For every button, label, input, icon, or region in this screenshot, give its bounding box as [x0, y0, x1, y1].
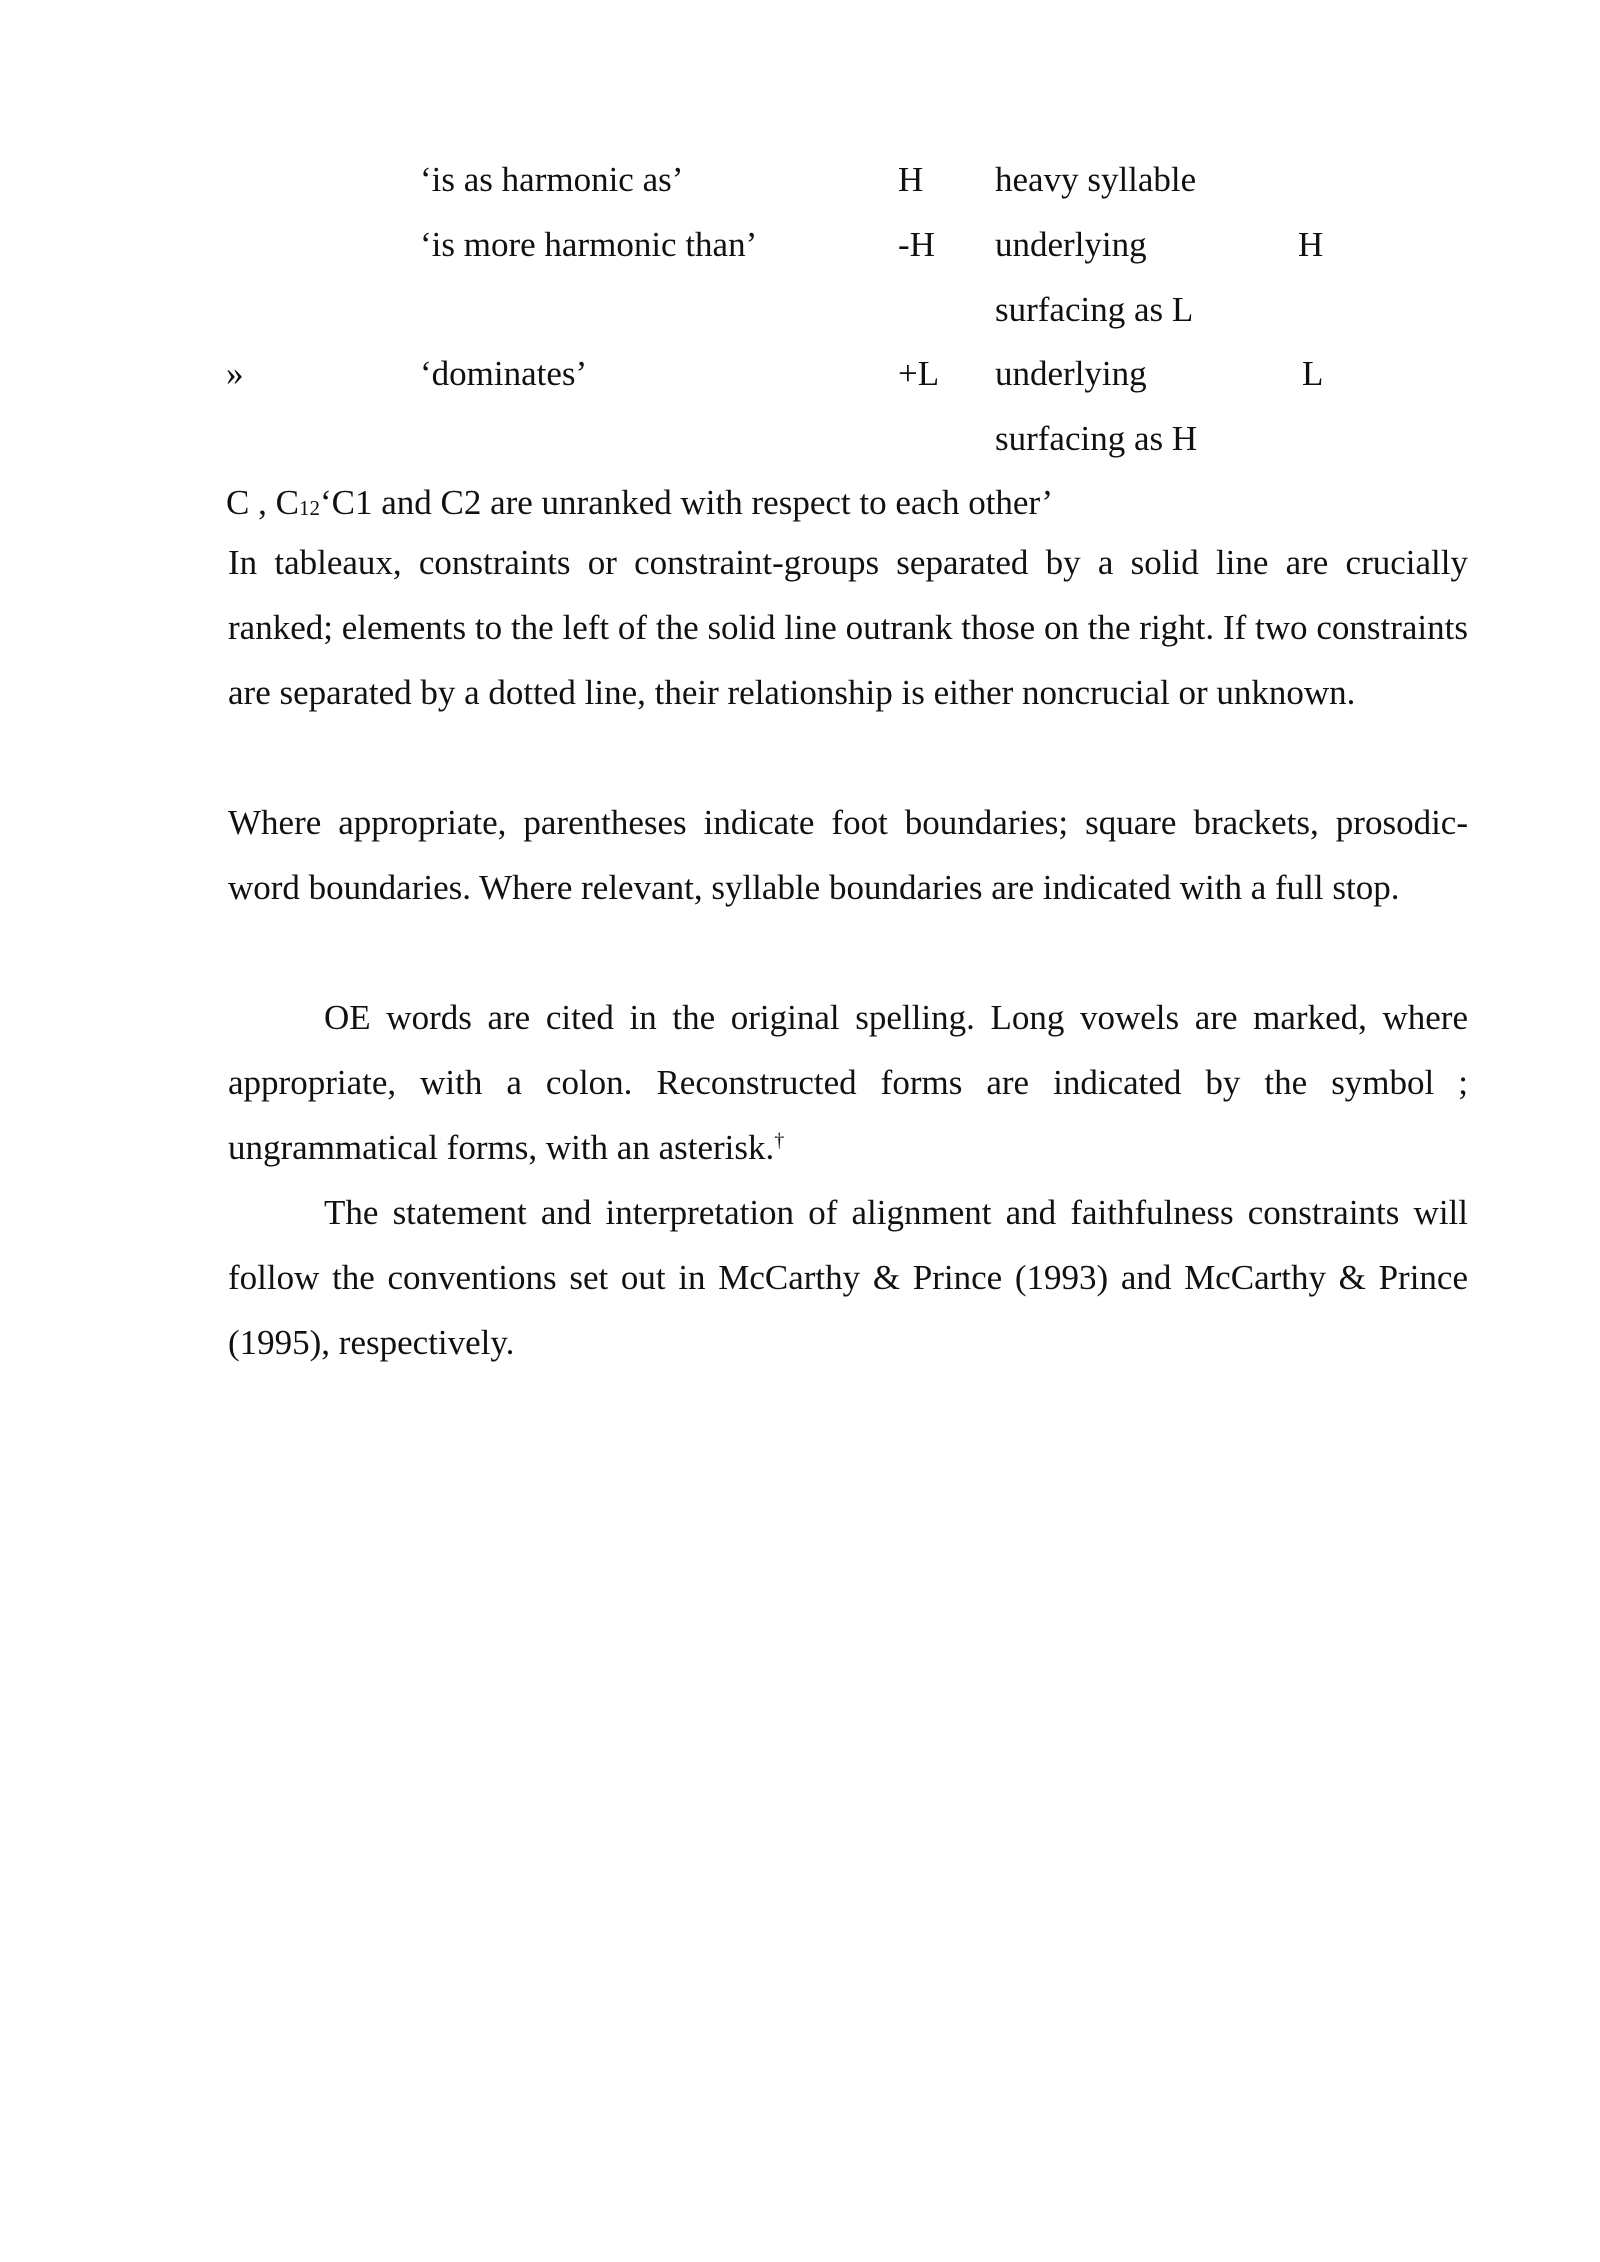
paragraph-oe-words: [228, 985, 1468, 1180]
extra-cell: L: [1302, 354, 1324, 393]
description-cell: surfacing as L: [995, 290, 1194, 329]
paragraph-oe-words-text: OE words are cited in the original spelling. Long vowels are marked, where appropriate, with a colon. Reconstructed forms are indicated by the symbol ; ungrammatical forms, with an asterisk.: [228, 998, 1468, 1167]
meaning-cell: ‘is as harmonic as’: [420, 160, 684, 199]
description-cell: underlying: [995, 225, 1147, 264]
description-cell: surfacing as H: [995, 419, 1198, 458]
unranked-text: ‘C1 and C2 are unranked with respect to each other’: [319, 483, 1054, 522]
symbol-cell: »: [226, 354, 244, 393]
abbreviation-cell: -H: [898, 225, 935, 264]
footnote-marker: †: [774, 1129, 785, 1152]
abbreviation-cell: H: [898, 160, 924, 199]
description-cell: underlying: [995, 354, 1147, 393]
paragraph-boundaries: Where appropriate, parentheses indicate foot boundaries; square brackets, prosodic-word boundaries. Where relevant, syllable boundaries are indicated with a full stop.: [228, 803, 1468, 907]
meaning-cell: ‘is more harmonic than’: [420, 225, 758, 264]
unranked-notation-line: [226, 483, 1053, 527]
description-cell: heavy syllable: [995, 160, 1197, 199]
abbreviation-cell: +L: [898, 354, 940, 393]
meaning-cell: ‘dominates’: [420, 354, 588, 393]
paragraph-alignment: The statement and interpretation of alignment and faithfulness constraints will follow the conventions set out in McCarthy & Prince (1993) and McCarthy & Prince (1995), respectively.: [228, 1193, 1468, 1362]
extra-cell: H: [1298, 225, 1324, 264]
unranked-prefix: C , C: [226, 483, 299, 522]
unranked-subscript: 12: [298, 496, 320, 520]
paragraph-tableaux: In tableaux, constraints or constraint-groups separated by a solid line are crucially ranked; elements to the left of the solid line outrank those on the right. If two constraints are separated by a dotted line, their relationship is either noncrucial or unknown.: [228, 543, 1468, 712]
